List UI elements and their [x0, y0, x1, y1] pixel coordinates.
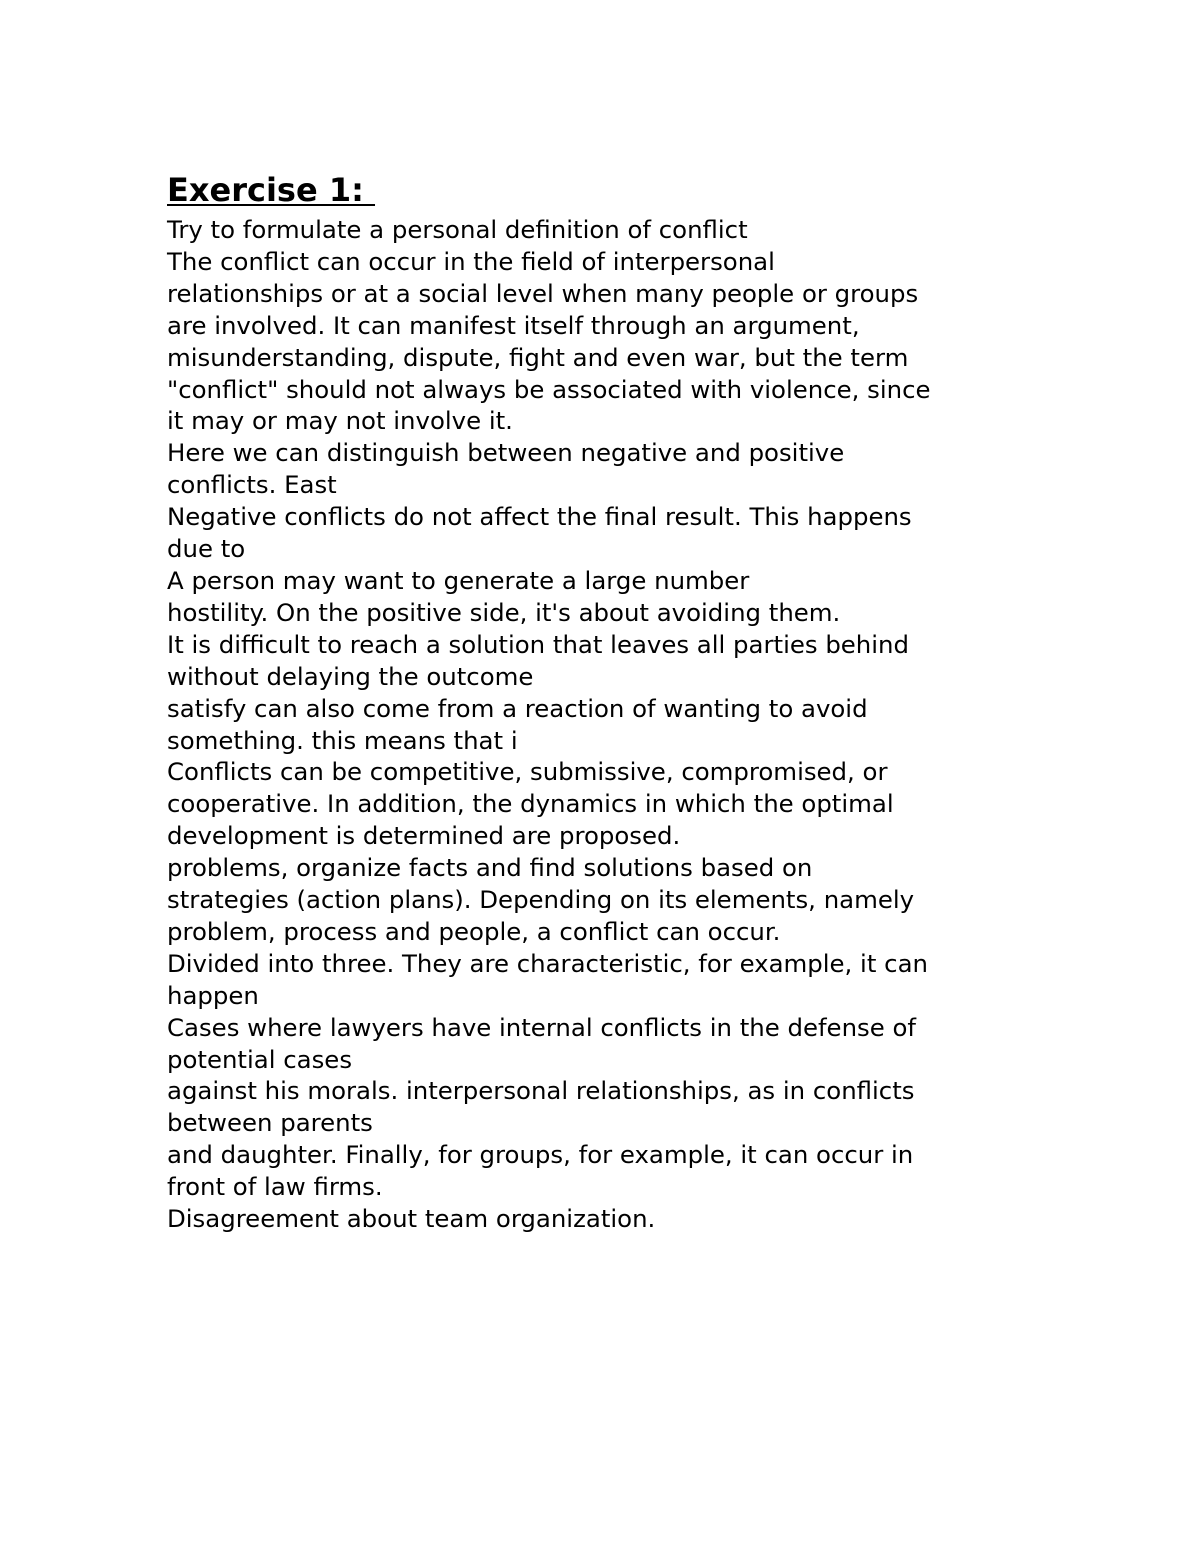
- body-line: satisfy can also come from a reaction of wanting to avoid: [167, 693, 868, 723]
- body-line: conflicts. East: [167, 470, 337, 500]
- body-line: It is difficult to reach a solution that leaves all parties behind: [167, 629, 909, 659]
- body-line: Conflicts can be competitive, submissive, compromised, or: [167, 757, 888, 787]
- body-line: problems, organize facts and find solutions based on: [167, 853, 813, 883]
- body-line: Try to formulate a personal definition of conflict: [167, 215, 748, 244]
- body-line: Disagreement about team organization.: [167, 1204, 656, 1234]
- body-line: and daughter. Finally, for groups, for example, it can occur in: [167, 1140, 914, 1170]
- body-line: happen: [167, 980, 259, 1010]
- body-line: development is determined are proposed.: [167, 821, 681, 851]
- exercise-title: Exercise 1:: [167, 171, 376, 209]
- body-line: due to: [167, 534, 246, 564]
- body-line: relationships or at a social level when many people or groups: [167, 278, 919, 308]
- body-line: Cases where lawyers have internal conflicts in the defense of: [167, 1012, 916, 1042]
- body-line: cooperative. In addition, the dynamics in which the optimal: [167, 789, 894, 819]
- body-line: Negative conflicts do not affect the final result. This happens: [167, 502, 912, 532]
- body-line: Divided into three. They are characteristic, for example, it can: [167, 948, 928, 978]
- body-line: "conflict" should not always be associated with violence, since: [167, 374, 931, 404]
- body-line: without delaying the outcome: [167, 661, 534, 691]
- body-line: against his morals. interpersonal relationships, as in conflicts: [167, 1076, 915, 1106]
- document-body: [167, 168, 1047, 1235]
- body-line: A person may want to generate a large number: [167, 565, 750, 595]
- body-line: something. this means that i: [167, 725, 518, 755]
- body-line: potential cases: [167, 1044, 353, 1074]
- body-line: are involved. It can manifest itself through an argument,: [167, 310, 860, 340]
- body-line: front of law firms.: [167, 1172, 383, 1202]
- body-line: problem, process and people, a conflict can occur.: [167, 916, 781, 946]
- body-line: The conflict can occur in the field of interpersonal: [167, 246, 775, 276]
- body-line: Here we can distinguish between negative and positive: [167, 438, 845, 468]
- body-line: hostility. On the positive side, it's about avoiding them.: [167, 597, 841, 627]
- body-line: strategies (action plans). Depending on its elements, namely: [167, 885, 915, 915]
- body-line: it may or may not involve it.: [167, 406, 513, 436]
- body-line: misunderstanding, dispute, fight and even war, but the term: [167, 342, 909, 372]
- body-line: between parents: [167, 1108, 373, 1138]
